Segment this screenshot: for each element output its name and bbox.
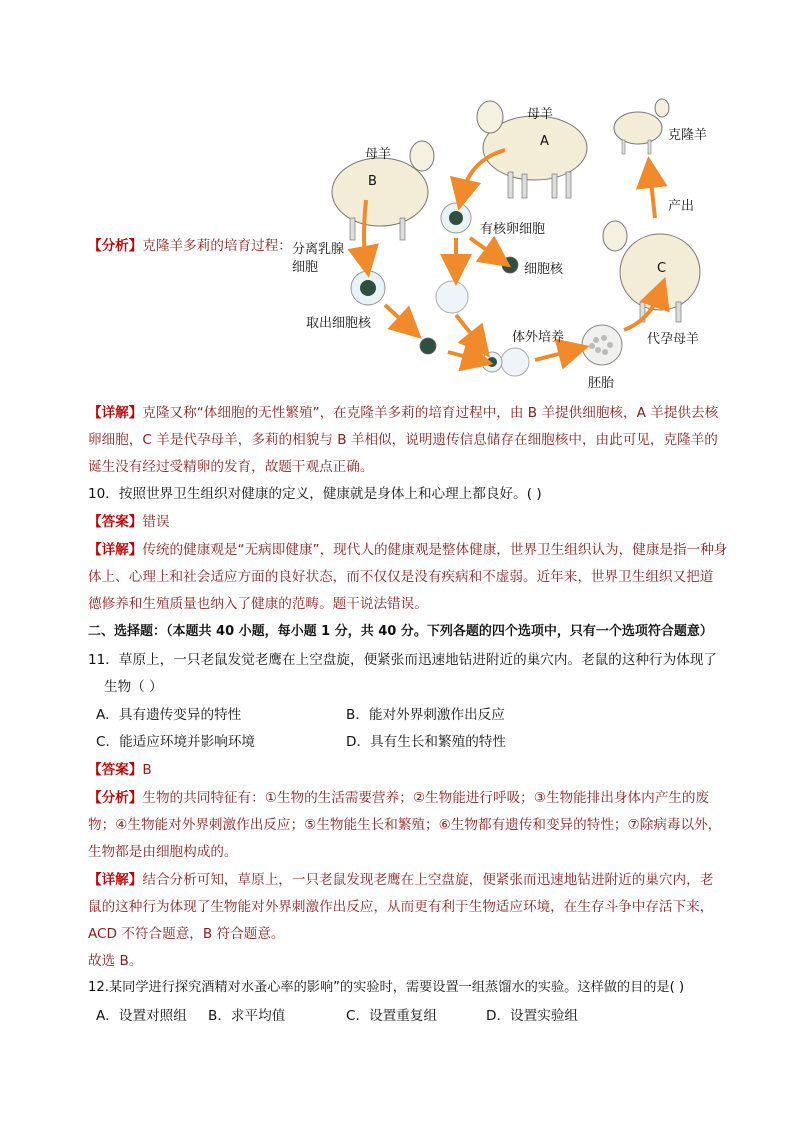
removed-nucleus (502, 257, 518, 273)
q10-detail-text-1: 传统的健康观是“无病即健康”，现代人的健康观是整体健康，世界卫生组织认为，健康是指一种身 (142, 542, 728, 558)
q10-answer: 错误 (142, 514, 170, 530)
q9-detail-line-1 (88, 403, 718, 423)
q11-analysis-line-2: 物；④生物能对外界刺激作出反应；⑤生物能生长和繁殖；⑥生物都有遗传和变异的特性；⑦除病毒以外， (88, 817, 722, 833)
q11-option-a: A．具有遗传变异的特性 (96, 707, 242, 723)
extracted-nucleus (420, 338, 436, 354)
q10-detail-line-3: 德修养和生殖质量也纳入了健康的范畴。题干说法错误。 (88, 596, 428, 612)
q9-detail-tag: 【详解】 (88, 405, 143, 421)
q11-detail-line-3: ACD 不符合题意，B 符合题意。 (88, 926, 285, 942)
mammary-label-2: 细胞 (292, 260, 319, 275)
q10-question: 10．按照世界卫生组织对健康的定义，健康就是身体上和心理上都良好。( ) (88, 486, 542, 502)
sheep-c-letter: C (657, 261, 667, 276)
q12-option-a: A．设置对照组 (96, 1008, 187, 1024)
q12-option-c: C．设置重复组 (346, 1008, 438, 1024)
surrogate-label: 代孕母羊 (647, 332, 700, 347)
q9-detail-line-3: 诞生没有经过受精卵的发育，故题干观点正确。 (88, 459, 374, 475)
output-label: 产出 (668, 199, 695, 214)
q11-option-b: B．能对外界刺激作出反应 (346, 707, 505, 723)
q11-question-line-2: 生物（ ） (104, 679, 163, 695)
diagram-graphics (0, 0, 794, 380)
q11-question-line-1: 11．草原上，一只老鼠发觉老鹰在上空盘旋，便紧张而迅速地钻进附近的巢穴内。老鼠的这种行为体现了 (88, 652, 718, 668)
q12-option-d: D．设置实验组 (486, 1008, 579, 1024)
diagram-analysis-line (88, 236, 292, 256)
q11-analysis-line-1 (88, 788, 709, 808)
q10-answer-tag: 【答案】 (88, 514, 143, 530)
embryo-label: 胚胎 (588, 376, 615, 391)
q11-detail-tag: 【详解】 (88, 872, 143, 888)
q10-detail-line-2: 体上、心理上和社会适应方面的良好状态，而不仅仅是没有疾病和不虚弱。近年来，世界卫生组织又把道 (88, 569, 714, 585)
q10-answer-line (88, 512, 170, 532)
q11-detail-line-1 (88, 870, 713, 890)
mother-sheep-a-label: 母羊 (527, 107, 554, 122)
clone-sheep-illustration (614, 99, 669, 154)
sheep-b-letter: B (368, 174, 377, 189)
in-vitro-label: 体外培养 (512, 330, 565, 345)
q11-analysis-line-3: 生物都是由细胞构成的。 (88, 844, 238, 860)
mammary-cell (351, 271, 385, 305)
q11-analysis-text-1: 生物的共同特征有：①生物的生活需要营养；②生物能进行呼吸；③生物能排出身体内产生的废 (142, 790, 710, 806)
sheep-a-letter: A (540, 134, 549, 149)
mother-sheep-b-label: 母羊 (365, 147, 392, 162)
enucleated-egg (436, 281, 468, 313)
q11-option-c: C．能适应环境并影响环境 (96, 734, 256, 750)
q11-answer: B (142, 762, 152, 778)
q11-detail-text-1: 结合分析可知，草原上，一只老鼠发现老鹰在上空盘旋，便紧张而迅速地钻进附近的巢穴内，老 (142, 872, 714, 888)
q10-detail-line-1 (88, 540, 727, 560)
q9-detail-text-1: 克隆又称“体细胞的无性繁殖”，在克隆羊多莉的培育过程中，由 B 羊提供细胞核，A 羊提供去核 (142, 405, 719, 421)
q12-option-b: B．求平均值 (208, 1008, 286, 1024)
q10-detail-tag: 【详解】 (88, 542, 143, 558)
nucleus-label: 细胞核 (524, 262, 564, 277)
nucleated-egg-label: 有核卵细胞 (480, 222, 546, 237)
cloning-diagram (0, 0, 794, 391)
q11-option-d: D．具有生长和繁殖的特性 (346, 734, 506, 750)
nucleated-egg-cell (441, 203, 471, 233)
mammary-label: 分离乳腺 (292, 242, 345, 257)
q11-answer-tag: 【答案】 (88, 762, 143, 778)
q11-analysis-tag: 【分析】 (88, 790, 143, 806)
analysis-tag: 【分析】 (88, 238, 143, 254)
q11-conclusion: 故选 B。 (88, 953, 143, 969)
section-2-heading: 二、选择题：（本题共 40 小题，每小题 1 分，共 40 分。下列各题的四个选项中，只有一个选项符合题意） (88, 624, 713, 639)
clone-sheep-label: 克隆羊 (668, 128, 708, 143)
q9-detail-line-2: 卵细胞，C 羊是代孕母羊，多莉的相貌与 B 羊相似，说明遗传信息储存在细胞核中，由此可见，克隆羊的 (88, 432, 718, 448)
fused-cell (482, 348, 529, 376)
q11-detail-line-2: 鼠的这种行为体现了生物能对外界刺激作出反应，从而更有利于生物适应环境，在生存斗争中存活下来， (88, 899, 714, 915)
embryo-cell (582, 325, 622, 365)
q11-answer-line (88, 760, 152, 780)
extract-nucleus-label: 取出细胞核 (306, 316, 372, 331)
analysis-text: 克隆羊多莉的培育过程： (142, 238, 292, 254)
q12-question: 12.某同学进行探究酒精对水蚤心率的影响”的实验时，需要设置一组蒸馏水的实验。这样做的目的是( ) (88, 980, 685, 995)
